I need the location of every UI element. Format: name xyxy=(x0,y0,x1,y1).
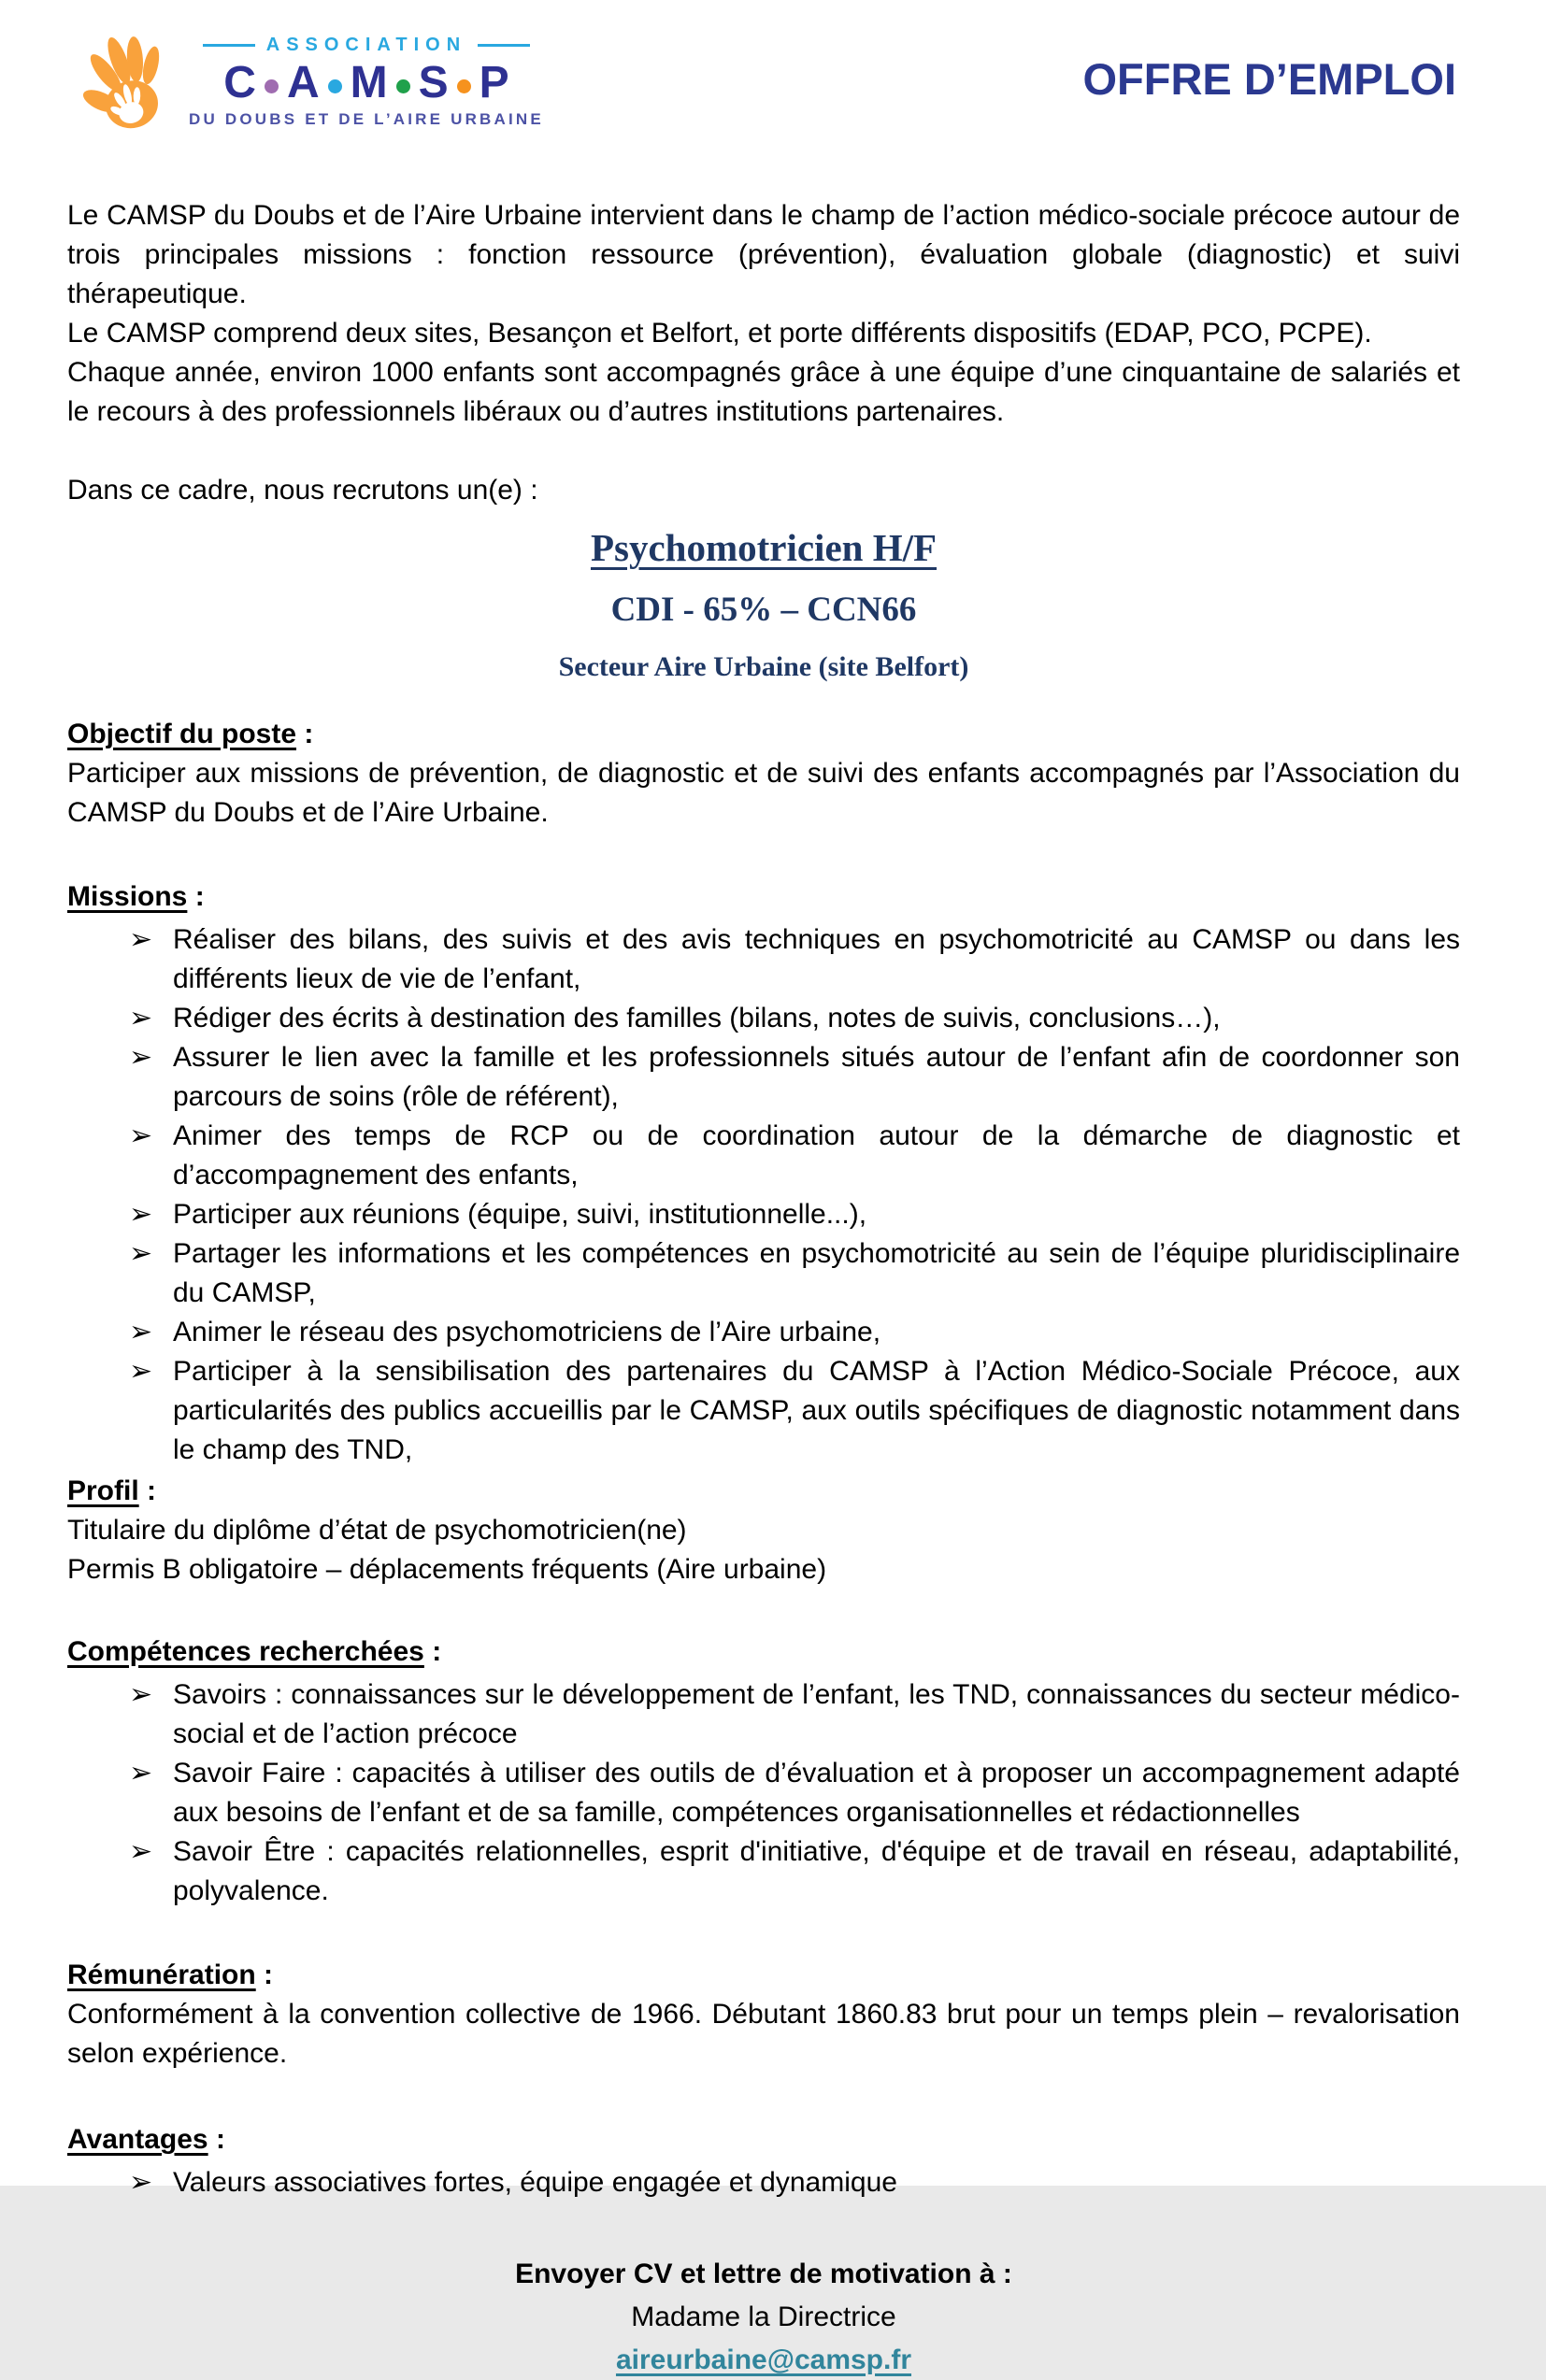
section-profil xyxy=(67,1472,1460,1589)
logo-dot-icon xyxy=(328,79,342,93)
footer-send-cv-line: Envoyer CV et lettre de motivation à : xyxy=(515,2259,1012,2290)
mission-item: ➢ Participer à la sensibilisation des partenaires du CAMSP à l’Action Médico-Sociale Précoce, aux particularités des publics accueillis par le CAMSP, aux outils spécifiques de diagnostic notamment dans le champ des TND, xyxy=(67,1352,1460,1470)
mission-item: ➢ Réaliser des bilans, des suivis et des avis techniques en psychomotricité au CAMSP ou dans les différents lieux de vie de l’enfant, xyxy=(67,920,1460,999)
intro-paragraph-1: Le CAMSP du Doubs et de l’Aire Urbaine intervient dans le champ de l’action médico-sociale précoce autour de trois principales missions : fonction ressource (prévention), évaluation globale (diagnostic) et suivi thérapeutique. xyxy=(67,200,1460,309)
arrow-bullet-icon: ➢ xyxy=(129,2167,153,2199)
arrow-bullet-icon: ➢ xyxy=(129,1758,153,1789)
remuneration-text: Conformément à la convention collective de 1966. Débutant 1860.83 brut pour un temps plein – revalorisation selon expérience. xyxy=(67,1999,1460,2070)
arrow-bullet-icon: ➢ xyxy=(129,1317,153,1348)
profil-line: Titulaire du diplôme d’état de psychomotricien(ne) xyxy=(67,1515,687,1546)
arrow-bullet-icon: ➢ xyxy=(129,1003,153,1034)
logo-letter: C xyxy=(223,58,256,107)
profil-heading: Profil : xyxy=(67,1475,156,1507)
logo-association-line xyxy=(203,32,530,58)
missions-heading: Missions : xyxy=(67,881,205,913)
job-contract: CDI - 65% – CCN66 xyxy=(610,591,917,630)
profil-line: Permis B obligatoire – déplacements fréquents (Aire urbaine) xyxy=(67,1554,827,1586)
arrow-bullet-icon: ➢ xyxy=(129,1199,153,1231)
remuneration-heading: Rémunération : xyxy=(67,1960,274,1991)
page-title: OFFRE D’EMPLOI xyxy=(1082,54,1456,104)
intro-paragraph-2: Le CAMSP comprend deux sites, Besançon et Belfort, et porte différents dispositifs (EDAP, PCO, PCPE). xyxy=(67,318,1372,349)
footer-contact-block xyxy=(67,2255,1460,2380)
intro-block xyxy=(67,196,1460,432)
competence-item: ➢ Savoir Être : capacités relationnelles, esprit d'initiative, d'équipe et de travail en réseau, adaptabilité, polyvalence. xyxy=(67,1832,1460,1911)
logo-letter: M xyxy=(350,58,388,107)
mission-item: ➢ Animer des temps de RCP ou de coordination autour de la démarche de diagnostic et d’accompagnement des enfants, xyxy=(67,1117,1460,1195)
arrow-bullet-icon: ➢ xyxy=(129,1120,153,1152)
job-title: Psychomotricien H/F xyxy=(590,526,938,569)
arrow-bullet-icon: ➢ xyxy=(129,1042,153,1074)
arrow-bullet-icon: ➢ xyxy=(129,1836,153,1868)
logo-text xyxy=(189,24,544,131)
logo-letter: S xyxy=(418,58,449,107)
mission-item: ➢ Rédiger des écrits à destination des familles (bilans, notes de suivis, conclusions…), xyxy=(67,999,1460,1038)
objectif-heading: Objectif du poste : xyxy=(67,719,314,750)
mission-item: ➢ Animer le réseau des psychomotriciens de l’Aire urbaine, xyxy=(67,1313,1460,1352)
hand-icon xyxy=(67,24,187,138)
arrow-bullet-icon: ➢ xyxy=(129,1679,153,1711)
arrow-bullet-icon: ➢ xyxy=(129,1238,153,1270)
job-sector: Secteur Aire Urbaine (site Belfort) xyxy=(558,651,969,683)
competence-item: ➢ Savoirs : connaissances sur le développement de l’enfant, les TND, connaissances du secteur médico-social et de l’action précoce xyxy=(67,1675,1460,1754)
competences-heading: Compétences recherchées : xyxy=(67,1636,442,1668)
missions-list xyxy=(67,920,1460,1470)
logo-association-label: ASSOCIATION xyxy=(265,35,467,55)
mission-item: ➢ Assurer le lien avec la famille et les professionnels situés autour de l’enfant afin de coordonner son parcours de soins (rôle de référent), xyxy=(67,1038,1460,1117)
rule-right xyxy=(478,44,530,47)
mission-item: ➢ Participer aux réunions (équipe, suivi, institutionnelle...), xyxy=(67,1195,1460,1234)
arrow-bullet-icon: ➢ xyxy=(129,1356,153,1388)
camsp-logo xyxy=(67,24,544,138)
recruit-line: Dans ce cadre, nous recrutons un(e) : xyxy=(67,475,538,506)
section-competences xyxy=(67,1632,1460,1911)
section-remuneration xyxy=(67,1956,1460,2074)
arrow-bullet-icon: ➢ xyxy=(129,924,153,956)
avantages-list xyxy=(67,2163,1460,2202)
header xyxy=(67,24,1460,138)
logo-dot-icon xyxy=(457,79,471,93)
section-avantages xyxy=(67,2120,1460,2202)
logo-letter: P xyxy=(479,58,509,107)
logo-wordmark xyxy=(223,60,508,107)
section-missions xyxy=(67,877,1460,1470)
avantages-heading: Avantages : xyxy=(67,2124,225,2156)
mission-item: ➢ Partager les informations et les compétences en psychomotricité au sein de l’équipe pluridisciplinaire du CAMSP, xyxy=(67,1234,1460,1313)
objectif-text: Participer aux missions de prévention, de diagnostic et de suivi des enfants accompagnés par l’Association du CAMSP du Doubs et de l’Aire Urbaine. xyxy=(67,758,1460,829)
rule-left xyxy=(203,44,255,47)
profil-lines xyxy=(67,1511,1460,1589)
contact-email-link[interactable]: aireurbaine@camsp.fr xyxy=(615,2344,912,2376)
job-title-block xyxy=(67,521,1460,687)
footer-directrice-line: Madame la Directrice xyxy=(631,2302,896,2333)
logo-subtitle: DU DOUBS ET DE L’AIRE URBAINE xyxy=(189,110,544,129)
competences-list xyxy=(67,1675,1460,1911)
logo-dot-icon xyxy=(265,79,279,93)
competence-item: ➢ Savoir Faire : capacités à utiliser des outils de d’évaluation et à proposer un accompagnement adapté aux besoins de l’enfant et de sa famille, compétences organisationnelles et rédactionnelles xyxy=(67,1754,1460,1832)
intro-paragraph-3: Chaque année, environ 1000 enfants sont accompagnés grâce à une équipe d’une cinquantaine de salariés et le recours à des professionnels libéraux ou d’autres institutions partenaires. xyxy=(67,357,1460,427)
section-objectif xyxy=(67,715,1460,833)
logo-letter: A xyxy=(286,58,320,107)
avantage-item: ➢ Valeurs associatives fortes, équipe engagée et dynamique xyxy=(67,2163,1460,2202)
logo-dot-icon xyxy=(396,79,410,93)
